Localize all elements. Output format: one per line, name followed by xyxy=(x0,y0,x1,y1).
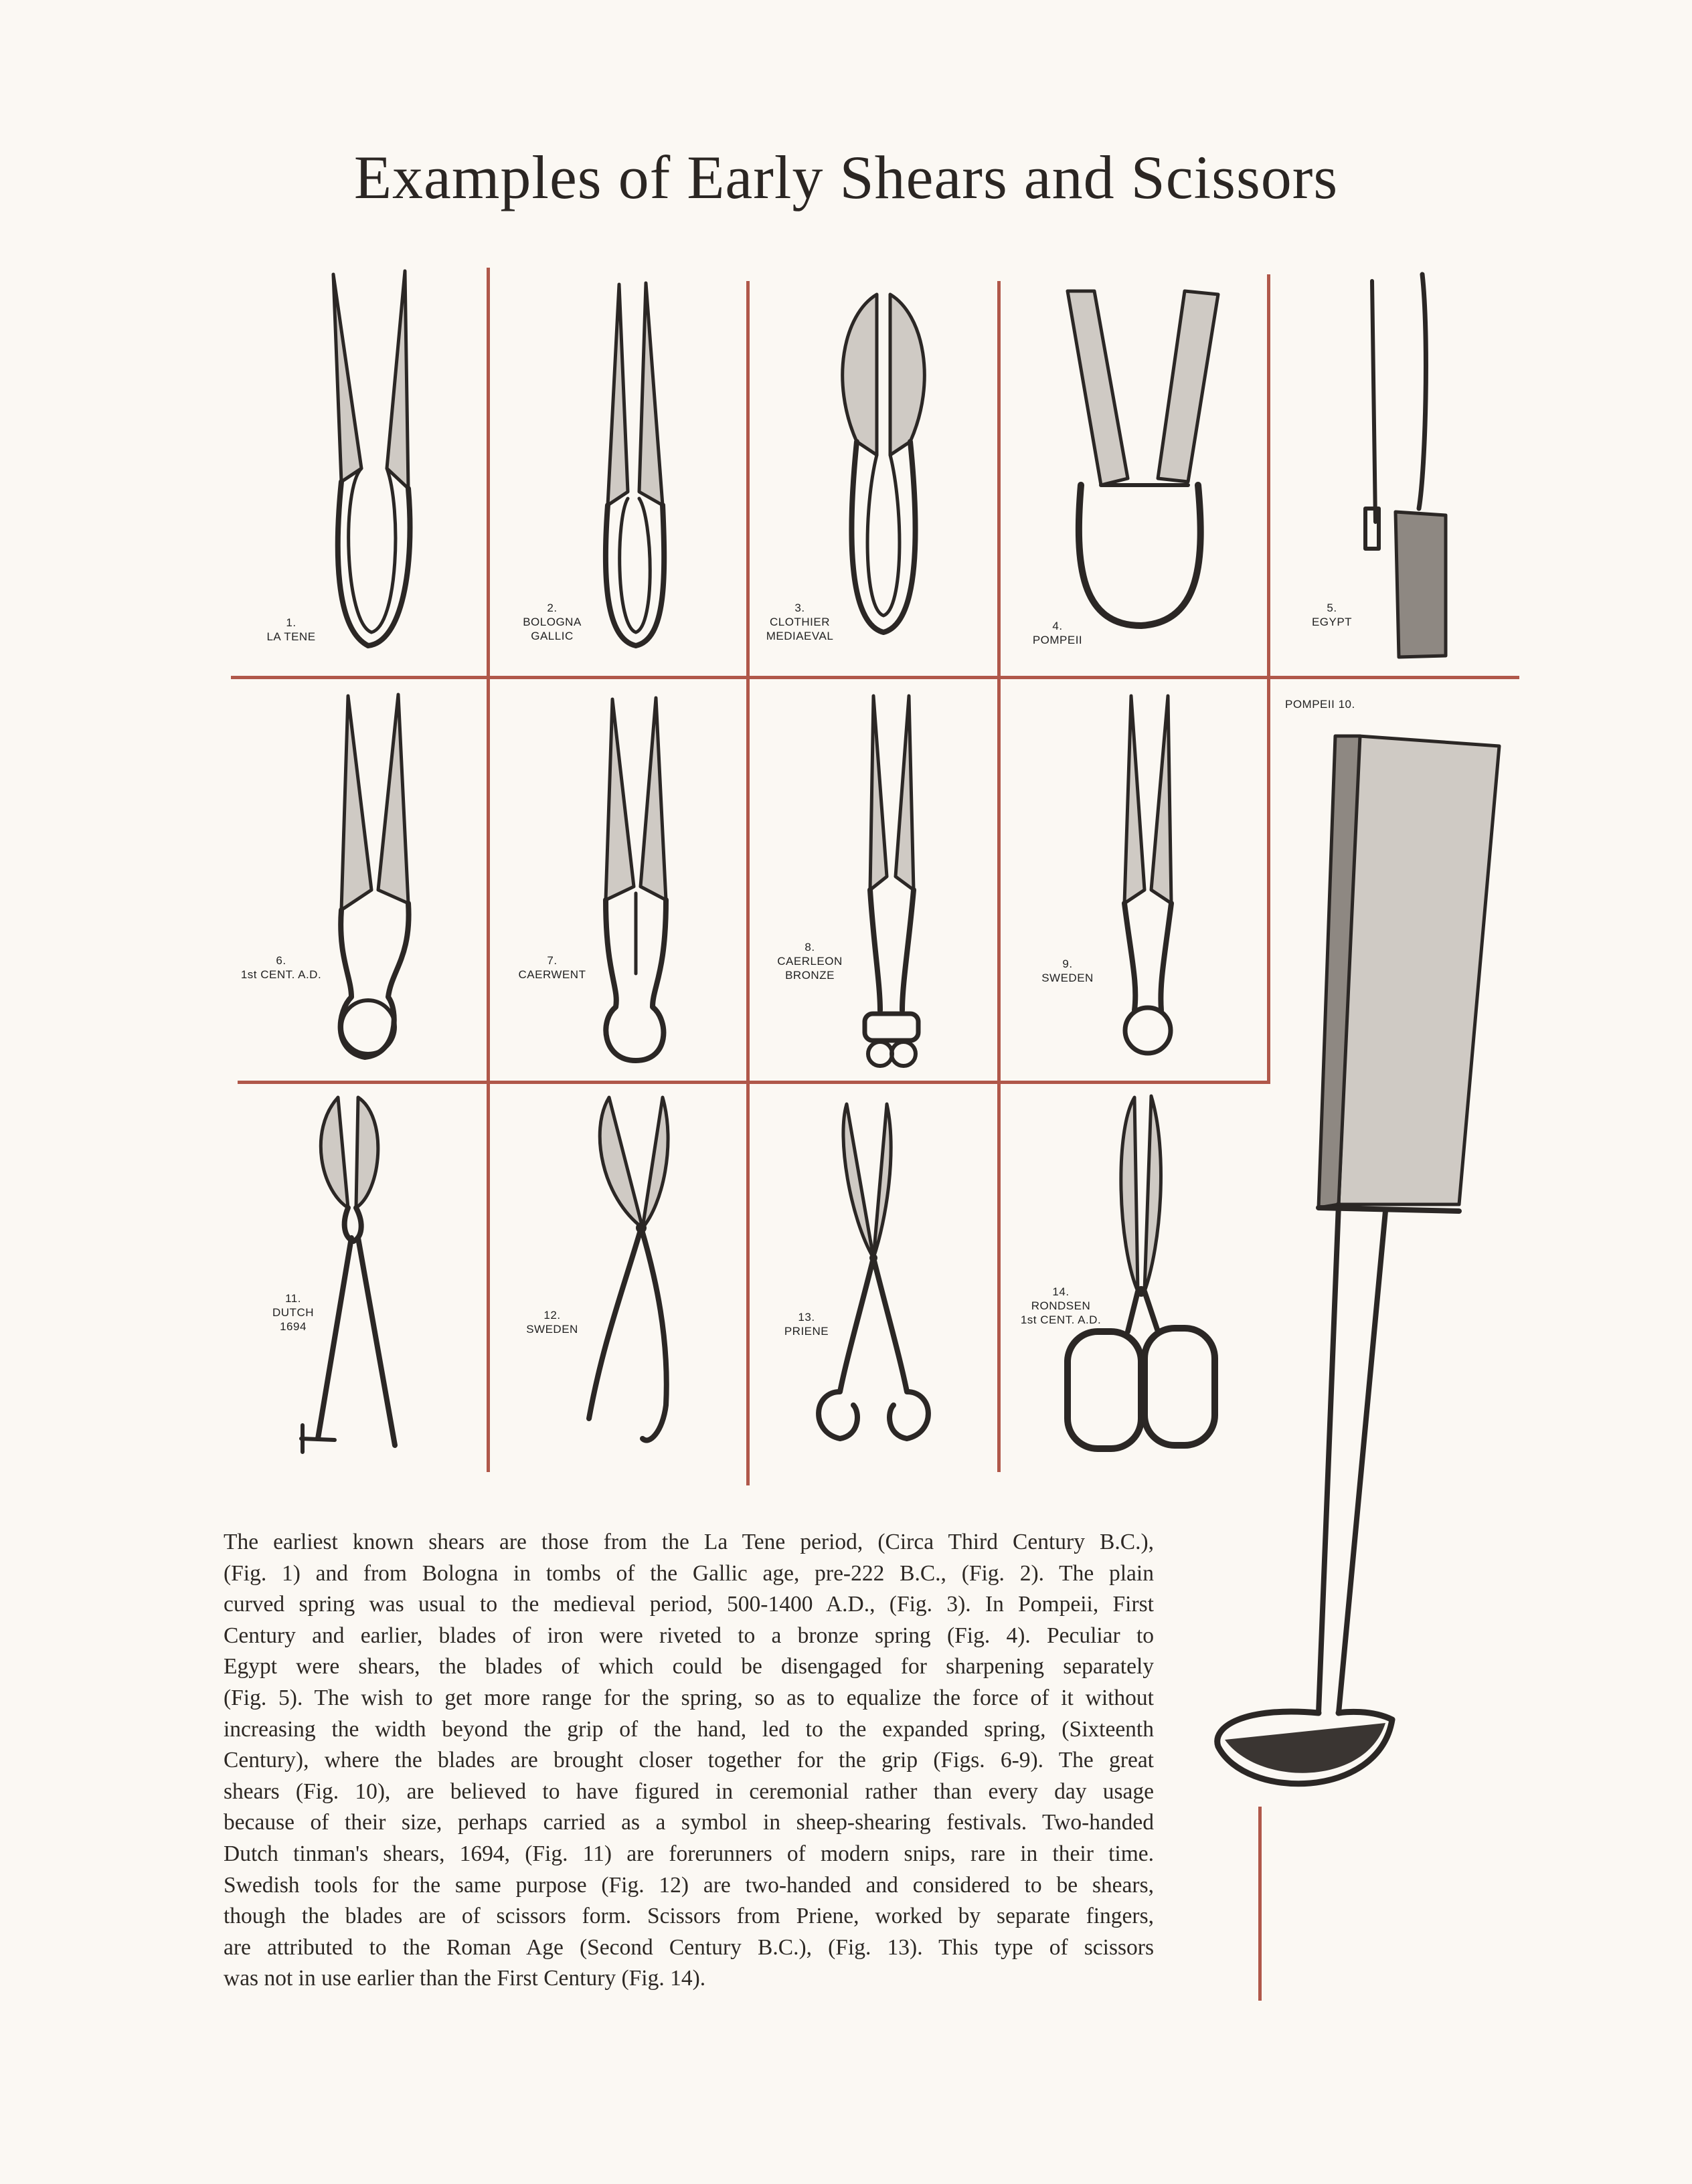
grid-rule xyxy=(231,676,1519,679)
scissors-illustration-13 xyxy=(800,1097,947,1452)
page-title: Examples of Early Shears and Scissors xyxy=(353,143,1339,211)
figure-caption-9: 9. SWEDEN xyxy=(1041,958,1094,984)
shears-illustration-2 xyxy=(589,278,683,652)
paragraph-line: Century), where the blades are brought closer together for the grip (Figs. 6-9). The great xyxy=(224,1748,1154,1773)
grid-rule xyxy=(746,281,750,1485)
grid-rule xyxy=(997,281,1001,1472)
paragraph-line: though the blades are of scissors form. Scissors from Priene, worked by separate fingers, xyxy=(224,1904,1154,1929)
paragraph-line: because of their size, perhaps carried as a symbol in sheep-shearing festivals. Two-handed xyxy=(224,1810,1154,1835)
paragraph-line: (Fig. 5). The wish to get more range for the spring, so as to equalize the force of it without xyxy=(224,1685,1154,1710)
description-paragraph xyxy=(224,1527,1154,1995)
paragraph-line: The earliest known shears are those from the La Tene period, (Circa Third Century B.C.), xyxy=(224,1530,1154,1554)
figure-caption-2: 2. BOLOGNA GALLIC xyxy=(523,602,582,642)
paragraph-line: Century and earlier, blades of iron were riveted to a bronze spring (Fig. 4). Peculiar to xyxy=(224,1623,1154,1648)
paragraph-line: curved spring was usual to the medieval period, 500-1400 A.D., (Fig. 3). In Pompeii, First xyxy=(224,1592,1154,1617)
paragraph-line: shears (Fig. 10), are believed to have figured in ceremonial rather than every day usage xyxy=(224,1779,1154,1804)
paragraph-line: Dutch tinman's shears, 1694, (Fig. 11) are forerunners of modern snips, rare in their time. xyxy=(224,1841,1154,1866)
figure-caption-4: 4. POMPEII xyxy=(1032,620,1083,646)
tinman-shears-illustration-11 xyxy=(294,1091,415,1465)
paragraph-line: Egypt were shears, the blades of which could be disengaged for sharpening separately xyxy=(224,1654,1154,1679)
figure-caption-10: POMPEII 10. xyxy=(1285,698,1355,711)
paragraph-line: increasing the width beyond the grip of the hand, led to the expanded spring, (Sixteenth xyxy=(224,1716,1154,1742)
figure-caption-13: 13. PRIENE xyxy=(784,1311,829,1338)
shears-illustration-8 xyxy=(850,689,930,1071)
grid-rule xyxy=(487,268,490,1472)
great-shears-illustration-10 xyxy=(1205,723,1513,1807)
figure-caption-5: 5. EGYPT xyxy=(1311,602,1353,628)
shears-illustration-1 xyxy=(315,268,428,656)
grid-rule xyxy=(238,1081,1268,1084)
grid-rule xyxy=(1258,1807,1262,2001)
shears-illustration-9 xyxy=(1104,689,1191,1064)
scissors-illustration-14 xyxy=(1061,1091,1221,1465)
figure-caption-7: 7. CAERWENT xyxy=(518,954,586,981)
shears-illustration-7 xyxy=(586,693,686,1067)
paragraph-line: are attributed to the Roman Age (Second Century B.C.), (Fig. 13). This type of scissors xyxy=(224,1934,1154,1960)
figure-caption-12: 12. SWEDEN xyxy=(526,1309,578,1336)
scissors-illustration-12 xyxy=(569,1091,703,1465)
paragraph-line: (Fig. 1) and from Bologna in tombs of the Gallic age, pre-222 B.C., (Fig. 2). The plain xyxy=(224,1560,1154,1586)
figure-caption-11: 11. DUTCH 1694 xyxy=(272,1292,314,1333)
shears-illustration-4 xyxy=(1054,284,1228,639)
figure-caption-6: 6. 1st CENT. A.D. xyxy=(240,954,322,981)
figure-caption-14: 14. RONDSEN 1st CENT. A.D. xyxy=(1020,1285,1102,1326)
paragraph-line: Swedish tools for the same purpose (Fig. 12) are two-handed and considered to be shears, xyxy=(224,1872,1154,1898)
shears-illustration-3 xyxy=(817,288,950,649)
paragraph-line: was not in use earlier than the First Century (Fig. 14). xyxy=(224,1966,706,1991)
figure-caption-8: 8. CAERLEON BRONZE xyxy=(777,941,843,982)
shears-illustration-6 xyxy=(325,689,425,1064)
figure-caption-1: 1. LA TENE xyxy=(266,616,316,643)
figure-caption-3: 3. CLOTHIER MEDIAEVAL xyxy=(766,602,834,642)
